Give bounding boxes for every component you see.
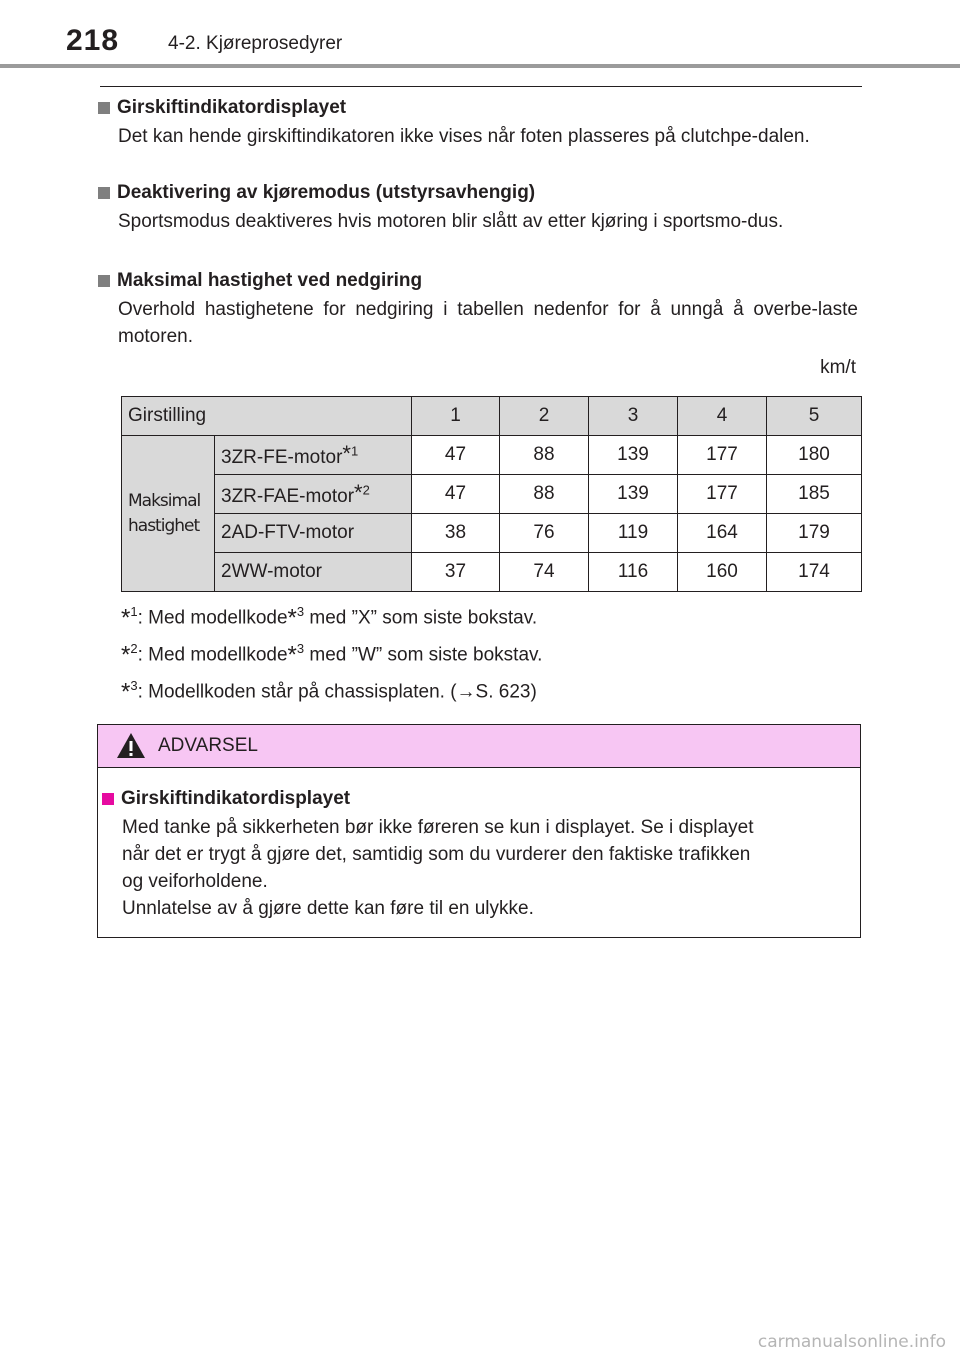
square-bullet-icon [98,102,110,114]
footnote-1 [121,604,537,632]
table-header-gear: 4 [678,397,767,436]
speed-cell: 179 [767,514,862,553]
engine-cell [215,436,412,475]
section-body: Det kan hende girskiftindikatoren ikke vises når foten plasseres på clutchpe-dalen. [118,126,810,147]
section-heading-text: Girskiftindikatordisplayet [117,97,347,118]
speed-cell: 139 [589,436,678,475]
content-divider [100,86,862,87]
section-body: Overhold hastighetene for nedgiring i tabellen nedenfor for å unngå å overbe-laste motoren. [118,299,858,347]
table-header-row [122,397,862,436]
engine-name: 3ZR-FE-motor [221,447,343,468]
table-header-gear: 2 [500,397,589,436]
footnote-mark: 1 [130,604,138,619]
footnote-3 [121,678,537,706]
section-max-speed-downshift [98,269,858,350]
warning-body [122,814,852,922]
footnote-star-icon: * [121,604,131,632]
speed-cell: 174 [767,553,862,592]
row-group-label: Maksimal hastighet [122,436,215,592]
footnote-star-icon: * [121,641,131,669]
section-drive-mode-deactivation [98,181,858,235]
unit-label: km/t [820,357,856,378]
footnote-star-icon: * [287,641,297,669]
section-body: Sportsmodus deaktiveres hvis motoren blir slått av etter kjøring i sportsmo-dus. [118,211,784,232]
speed-cell: 139 [589,475,678,514]
warning-line: når det er trygt å gjøre det, samtidig som du vurderer den faktiske trafikken [122,844,751,865]
section-heading-text: Maksimal hastighet ved nedgiring [117,270,423,291]
speed-cell: 185 [767,475,862,514]
footnote-star-icon: * [354,480,363,505]
speed-cell: 177 [678,436,767,475]
speed-cell: 119 [589,514,678,553]
footnote-star-icon: * [342,441,351,466]
table-header-gear: 5 [767,397,862,436]
speed-cell: 164 [678,514,767,553]
speed-cell: 88 [500,475,589,514]
watermark: carmanualsonline.info [757,1332,946,1352]
footnote-ref: 2 [362,482,370,498]
speed-cell: 180 [767,436,862,475]
chapter-title: 4-2. Kjøreprosedyrer [168,33,343,54]
section-heading [98,96,858,120]
header-divider [0,64,960,68]
footnote-text: : Med modellkode [137,607,288,629]
footnote-ref: 3 [296,641,305,656]
warning-line: Unnlatelse av å gjøre dette kan føre til en ulykke. [122,898,534,919]
warning-line: og veiforholdene. [122,871,268,892]
section-heading-text: Deaktivering av kjøremodus (utstyrsavhengig) [117,182,536,203]
engine-name: 3ZR-FAE-motor [221,486,355,507]
square-bullet-icon [98,275,110,287]
speed-cell: 160 [678,553,767,592]
arrow-right-icon: → [456,681,476,703]
speed-cell: 38 [412,514,500,553]
warning-content [102,787,852,922]
speed-cell: 177 [678,475,767,514]
warning-title: ADVARSEL [158,735,258,756]
table-row [122,436,862,475]
warning-header [98,725,860,768]
warning-line: Med tanke på sikkerheten bør ikke føreren se kun i displayet. Se i displayet [122,817,754,838]
speed-cell: 76 [500,514,589,553]
warning-heading-text: Girskiftindikatordisplayet [121,788,351,809]
engine-cell: 2AD-FTV-motor [215,514,412,553]
engine-cell: 2WW-motor [215,553,412,592]
footnote-star-icon: * [121,678,131,706]
table-row [122,514,862,553]
warning-box [97,724,861,938]
footnote-text: med ”W” som siste bokstav. [304,644,543,666]
section-heading [98,181,858,205]
warning-triangle-icon [116,732,146,764]
footnote-link-text[interactable]: S. 623) [475,681,537,703]
footnote-mark: 2 [130,641,138,656]
table-row [122,553,862,592]
footnote-text: : Modellkoden står på chassisplaten. ( [137,681,457,703]
table-header-gear: 3 [589,397,678,436]
warning-heading [102,787,852,811]
square-bullet-icon [102,793,114,805]
footnote-star-icon: * [287,604,297,632]
section-heading [98,269,858,293]
engine-cell [215,475,412,514]
table-header-gear-label: Girstilling [122,397,412,436]
footnote-ref: 1 [350,443,359,459]
speed-cell: 74 [500,553,589,592]
section-gear-shift-display [98,96,858,150]
footnote-text: : Med modellkode [137,644,288,666]
footnote-text: med ”X” som siste bokstav. [304,607,538,629]
square-bullet-icon [98,187,110,199]
speed-cell: 88 [500,436,589,475]
page-number: 218 [66,24,120,57]
footnote-2 [121,641,542,669]
footnote-ref: 3 [296,604,305,619]
footnote-mark: 3 [130,678,138,693]
speed-cell: 47 [412,475,500,514]
speed-cell: 47 [412,436,500,475]
table-row [122,475,862,514]
speed-cell: 116 [589,553,678,592]
table-header-gear: 1 [412,397,500,436]
speed-cell: 37 [412,553,500,592]
downshift-speed-table [121,396,862,592]
